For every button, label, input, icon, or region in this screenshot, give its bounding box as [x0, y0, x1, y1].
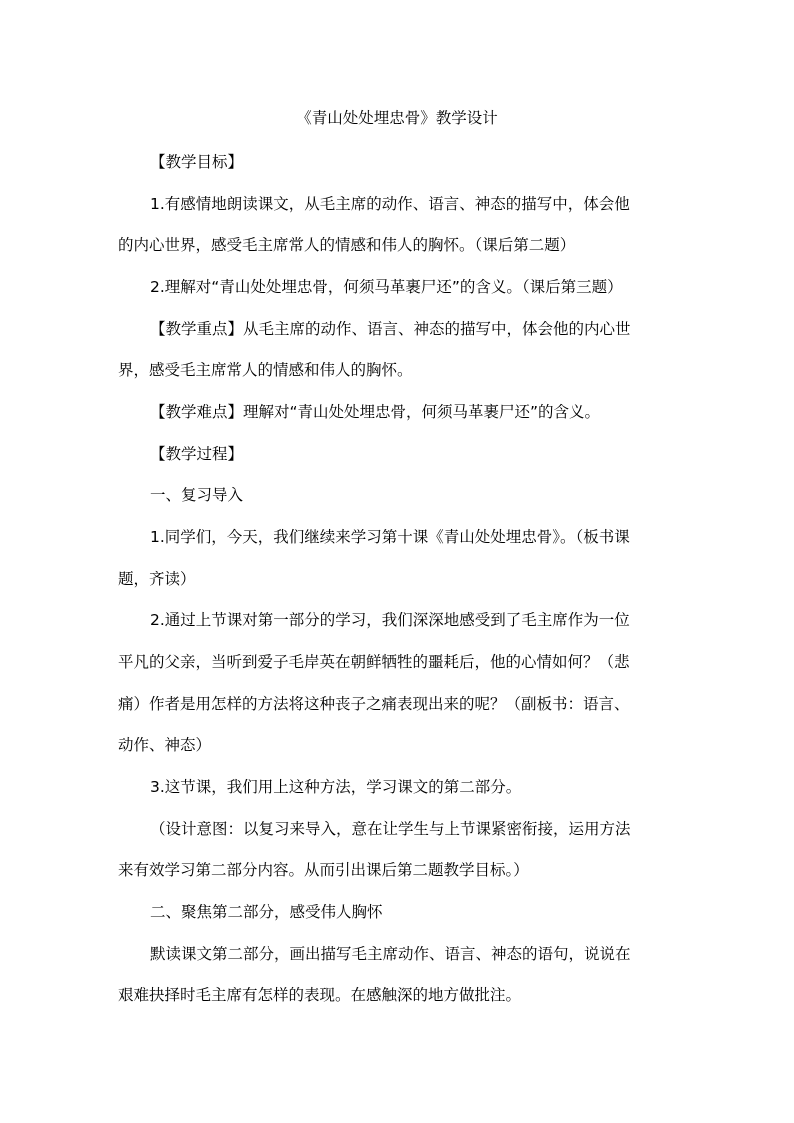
key-point-line: 【教学重点】从毛主席的动作、语言、神态的描写中，体会他的内心世	[150, 320, 631, 338]
section-heading-objectives: 【教学目标】	[150, 153, 244, 171]
paragraph-line: 1.有感情地朗读课文，从毛主席的动作、语言、神态的描写中，体会他	[150, 195, 630, 213]
paragraph-line: 艰难抉择时毛主席有怎样的表现。在感触深的地方做批注。	[118, 986, 522, 1004]
paragraph-line: 1.同学们，今天，我们继续来学习第十课《青山处处埋忠骨》。（板书课	[150, 528, 630, 546]
paragraph-line: 动作、神态）	[118, 736, 212, 754]
paragraph-line: 平凡的父亲，当听到爱子毛岸英在朝鲜牺牲的噩耗后，他的心情如何？（悲	[118, 653, 630, 671]
paragraph-line: 痛）作者是用怎样的方法将这种丧子之痛表现出来的呢？（副板书：语言、	[118, 695, 630, 713]
key-point-line: 界，感受毛主席常人的情感和伟人的胸怀。	[118, 361, 413, 379]
paragraph-line: 2.理解对“青山处处埋忠骨，何须马革裹尸还”的含义。（课后第三题）	[150, 278, 623, 296]
paragraph-line: 2.通过上节课对第一部分的学习，我们深深地感受到了毛主席作为一位	[150, 611, 630, 629]
paragraph-line: 的内心世界，感受毛主席常人的情感和伟人的胸怀。（课后第二题）	[118, 236, 576, 254]
subsection-heading: 一、复习导入	[150, 486, 244, 504]
design-intent-line: （设计意图：以复习来导入，意在让学生与上节课紧密衔接，运用方法	[150, 820, 631, 838]
document-title: 《青山处处埋忠骨》教学设计	[296, 109, 498, 127]
design-intent-line: 来有效学习第二部分内容。从而引出课后第二题教学目标。）	[118, 861, 529, 879]
section-heading-process: 【教学过程】	[150, 445, 244, 463]
paragraph-line: 题，齐读）	[118, 570, 196, 588]
difficulty-line: 【教学难点】理解对“青山处处埋忠骨，何须马革裹尸还”的含义。	[150, 403, 601, 421]
subsection-heading: 二、聚焦第二部分，感受伟人胸怀	[150, 903, 383, 921]
paragraph-line: 默读课文第二部分，画出描写毛主席动作、语言、神态的语句，说说在	[150, 945, 631, 963]
paragraph-line: 3.这节课，我们用上这种方法，学习课文的第二部分。	[150, 778, 522, 796]
